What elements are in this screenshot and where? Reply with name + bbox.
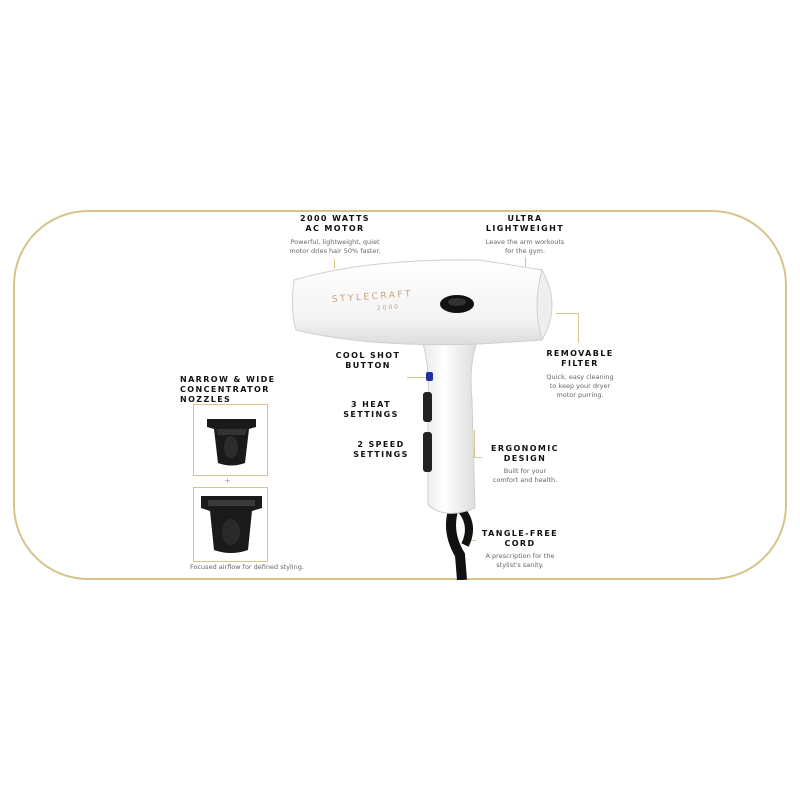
brand-model: 2000 — [376, 303, 401, 312]
hair-dryer-icon — [280, 240, 580, 580]
cool-shot-title: COOL SHOT BUTTON — [335, 351, 401, 370]
narrow-nozzle-panel — [193, 404, 268, 476]
cord-description: A prescription for the stylist's sanity. — [485, 552, 555, 569]
motor-title: 2000 WATTS AC MOTOR — [300, 214, 370, 233]
nozzles-title: NARROW & WIDE CONCENTRATOR NOZZLES — [180, 375, 276, 404]
cord-title: TANGLE-FREE CORD — [481, 529, 559, 548]
heat-title: 3 HEAT SETTINGS — [343, 400, 399, 419]
speed-title: 2 SPEED SETTINGS — [353, 440, 409, 459]
weight-description: Leave the arm workouts for the gym. — [485, 238, 565, 255]
ergonomic-description: Built for your comfort and health. — [492, 467, 558, 484]
nozzle-plus-separator: + — [224, 476, 231, 485]
motor-description: Powerful, lightweight, quiet motor dries hair 50% faster. — [289, 238, 381, 255]
narrow-nozzle-icon — [194, 405, 269, 477]
nozzles-description: Focused airflow for defined styling. — [190, 563, 304, 571]
wide-nozzle-panel — [193, 487, 268, 562]
ergonomic-title: ERGONOMIC DESIGN — [491, 444, 559, 463]
weight-title: ULTRA LIGHTWEIGHT — [485, 214, 565, 233]
filter-description: Quick, easy cleaning to keep your dryer motor purring. — [546, 373, 614, 399]
wide-nozzle-icon — [194, 488, 269, 563]
filter-title: REMOVABLE FILTER — [546, 349, 614, 368]
brand-name: STYLECRAFT — [331, 289, 414, 305]
